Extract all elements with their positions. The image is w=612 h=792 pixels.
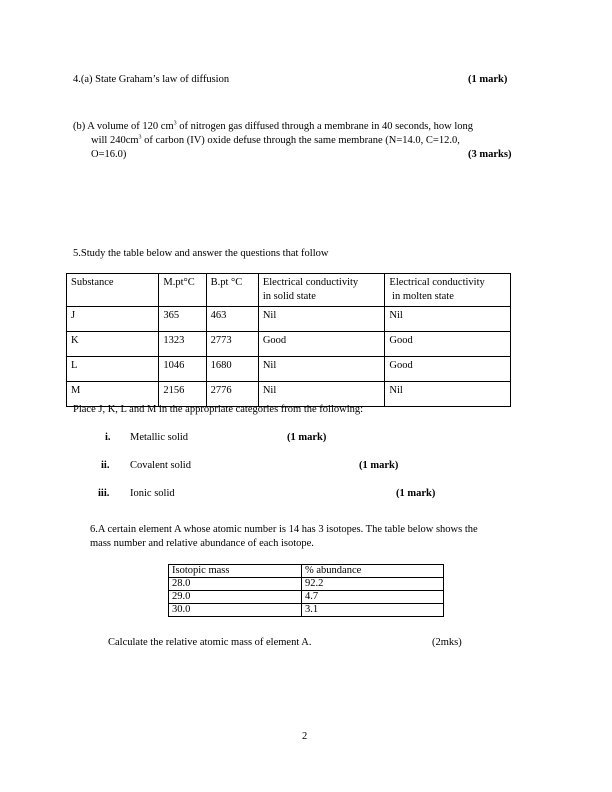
cell-conductivity-molten: Good <box>385 332 511 357</box>
header-conductivity-molten: Electrical conductivity in molten state <box>385 274 511 307</box>
q5-item-label: Metallic solid <box>130 432 189 443</box>
cell-conductivity-molten: Good <box>385 357 511 382</box>
q6-marks: (2mks) <box>432 637 462 648</box>
cell-conductivity-solid: Nil <box>258 382 385 407</box>
cell-abundance: 3.1 <box>302 604 444 617</box>
table-header-row <box>169 565 444 578</box>
q5-item-marks: (1 mark) <box>359 460 399 471</box>
table-row <box>169 604 444 617</box>
q4a-marks: (1 mark) <box>468 74 508 85</box>
table-row <box>169 591 444 604</box>
q4b-line2: will $240cm^3$ of carbon (IV) oxide defuse through the same membrane (N=14.0, C=12.0, <box>91 134 460 146</box>
cell-mpt: 365 <box>159 307 206 332</box>
cell-conductivity-molten: Nil <box>385 382 511 407</box>
cell-abundance: 4.7 <box>302 591 444 604</box>
q6-table <box>168 564 444 617</box>
header-substance: Substance <box>67 274 159 307</box>
table-row <box>67 307 511 332</box>
cell-mpt: 1046 <box>159 357 206 382</box>
cell-isotopic-mass: 28.0 <box>169 578 302 591</box>
header-bpt: B.pt °C <box>206 274 258 307</box>
q4a-text: 4.(a) State Graham’s law of diffusion <box>73 74 230 85</box>
q6-intro-line2: mass number and relative abundance of each isotope. <box>90 538 314 549</box>
table-row <box>67 357 511 382</box>
cell-substance: J <box>67 307 159 332</box>
q5-table <box>66 273 511 407</box>
page-number: 2 <box>302 731 308 742</box>
q5-item-label: Ionic solid <box>130 488 175 499</box>
cell-substance: M <box>67 382 159 407</box>
cell-bpt: 1680 <box>206 357 258 382</box>
table-row <box>67 332 511 357</box>
table-row <box>169 578 444 591</box>
q5-item-num: iii. <box>98 488 110 499</box>
q5-instruction: Place J, K, L and M in the appropriate categories from the following: <box>73 404 364 415</box>
cell-isotopic-mass: 29.0 <box>169 591 302 604</box>
cell-bpt: 2773 <box>206 332 258 357</box>
cell-bpt: 2776 <box>206 382 258 407</box>
table-header-row <box>67 274 511 307</box>
q5-item-num: ii. <box>101 460 110 471</box>
cell-isotopic-mass: 30.0 <box>169 604 302 617</box>
q4b-marks: (3 marks) <box>468 149 512 160</box>
cell-bpt: 463 <box>206 307 258 332</box>
cell-conductivity-solid: Nil <box>258 307 385 332</box>
q5-item-marks: (1 mark) <box>396 488 436 499</box>
header-mpt: M.pt°C <box>159 274 206 307</box>
cell-substance: K <box>67 332 159 357</box>
cell-mpt: 2156 <box>159 382 206 407</box>
cell-conductivity-molten: Nil <box>385 307 511 332</box>
header-abundance: % abundance <box>302 565 444 578</box>
q5-intro: 5.Study the table below and answer the questions that follow <box>73 248 329 259</box>
q6-intro-line1: 6.A certain element A whose atomic number is 14 has 3 isotopes. The table below shows the <box>90 524 478 535</box>
header-conductivity-solid: Electrical conductivity in solid state <box>258 274 385 307</box>
q5-item-label: Covalent solid <box>130 460 191 471</box>
cell-substance: L <box>67 357 159 382</box>
q4b-line3: O=16.0) <box>91 149 127 160</box>
header-isotopic-mass: Isotopic mass <box>169 565 302 578</box>
cell-conductivity-solid: Nil <box>258 357 385 382</box>
cell-abundance: 92.2 <box>302 578 444 591</box>
cell-mpt: 1323 <box>159 332 206 357</box>
q5-item-num: i. <box>105 432 111 443</box>
cell-conductivity-solid: Good <box>258 332 385 357</box>
table-row <box>67 382 511 407</box>
q4b-line1: (b) A volume of 120 $cm^3$ of nitrogen gas diffused through a membrane in 40 seconds, how long <box>73 120 473 132</box>
q5-item-marks: (1 mark) <box>287 432 327 443</box>
q6-question: Calculate the relative atomic mass of element A. <box>108 637 312 648</box>
